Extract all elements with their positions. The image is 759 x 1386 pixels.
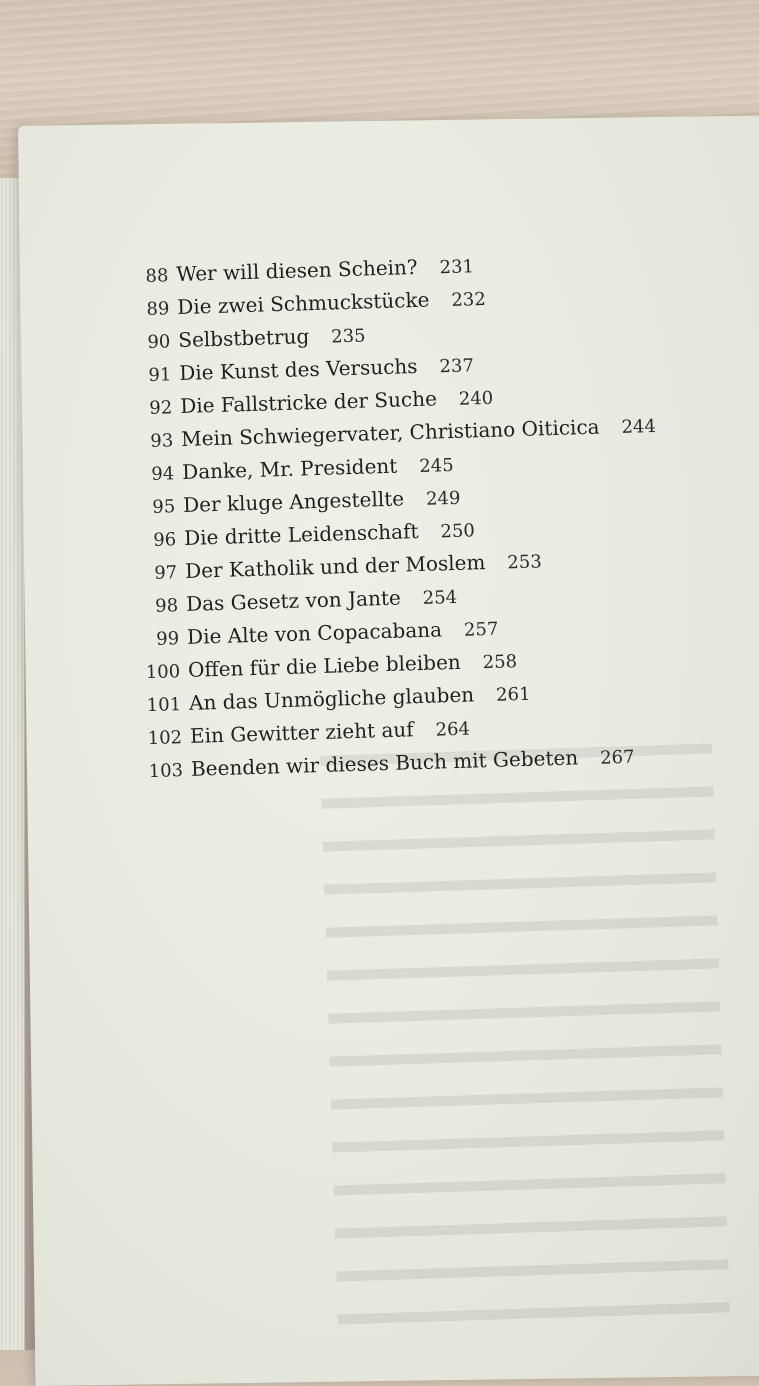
toc-entry-number: 91 [148, 364, 172, 386]
toc-entry-title: Offen für die Liebe bleiben [187, 649, 462, 682]
toc-entry-title: Der Katholik und der Moslem [184, 550, 486, 583]
toc-entry-number: 93 [150, 430, 174, 452]
toc-entry-page: 249 [425, 487, 461, 510]
toc-entry-number: 92 [149, 397, 173, 419]
toc-entry-page: 250 [440, 520, 476, 543]
toc-entry-number: 99 [155, 628, 180, 650]
toc-entry-page: 244 [621, 415, 657, 438]
toc-entry-page: 232 [451, 288, 487, 311]
toc-entry-page: 240 [458, 387, 494, 410]
toc-entry-number: 100 [145, 661, 181, 684]
toc-entry-number: 96 [153, 529, 177, 551]
toc-entry-number: 101 [146, 694, 182, 717]
toc-entry-page: 245 [418, 454, 454, 477]
toc-entry-number: 103 [148, 760, 184, 783]
toc-entry-title: Danke, Mr. President [181, 453, 398, 484]
toc-entry-title: Selbstbetrug [177, 324, 310, 353]
toc-entry-title: Ein Gewitter zieht auf [189, 717, 414, 748]
toc-entry-title: Die Alte von Copacabana [186, 617, 443, 649]
toc-entry-number: 97 [153, 562, 178, 584]
toc-entry-title: Die dritte Leidenschaft [183, 519, 419, 550]
table-of-contents [130, 242, 745, 788]
toc-entry-number: 95 [152, 496, 176, 518]
toc-entry-title: Die Fallstricke der Suche [179, 386, 438, 419]
toc-entry-number: 88 [145, 265, 169, 287]
toc-entry-page: 257 [463, 618, 499, 641]
toc-entry-page: 231 [439, 256, 475, 279]
toc-entry-number: 102 [147, 727, 183, 750]
toc-entry-number: 94 [151, 463, 175, 485]
toc-entry-title: Die zwei Schmuckstücke [176, 287, 430, 320]
toc-entry-number: 90 [147, 331, 171, 353]
toc-entry-title: An das Unmögliche glauben [188, 682, 475, 715]
toc-entry-page: 253 [507, 551, 543, 574]
toc-entry-title: Das Gesetz von Jante [185, 585, 402, 616]
toc-entry-page: 261 [495, 683, 531, 706]
toc-entry-page: 237 [439, 355, 475, 378]
toc-entry-title: Die Kunst des Versuchs [178, 353, 418, 386]
bleed-through-text [152, 731, 731, 1350]
toc-entry-page: 235 [330, 325, 366, 348]
toc-entry-title: Beenden wir dieses Buch mit Gebeten [190, 745, 579, 781]
book-page [18, 115, 759, 1386]
toc-entry-page: 258 [482, 651, 518, 674]
toc-entry-title: Wer will diesen Schein? [175, 254, 418, 287]
toc-entry-number: 89 [146, 298, 170, 320]
toc-entry-page: 267 [599, 746, 635, 769]
toc-entry-page: 254 [422, 586, 458, 609]
toc-entry-page: 264 [435, 718, 471, 741]
toc-entry-number: 98 [154, 595, 179, 617]
toc-entry-title: Mein Schwiegervater, Christiano Oiticica [180, 414, 600, 452]
toc-entry-title: Der kluge Angestellte [182, 486, 405, 517]
